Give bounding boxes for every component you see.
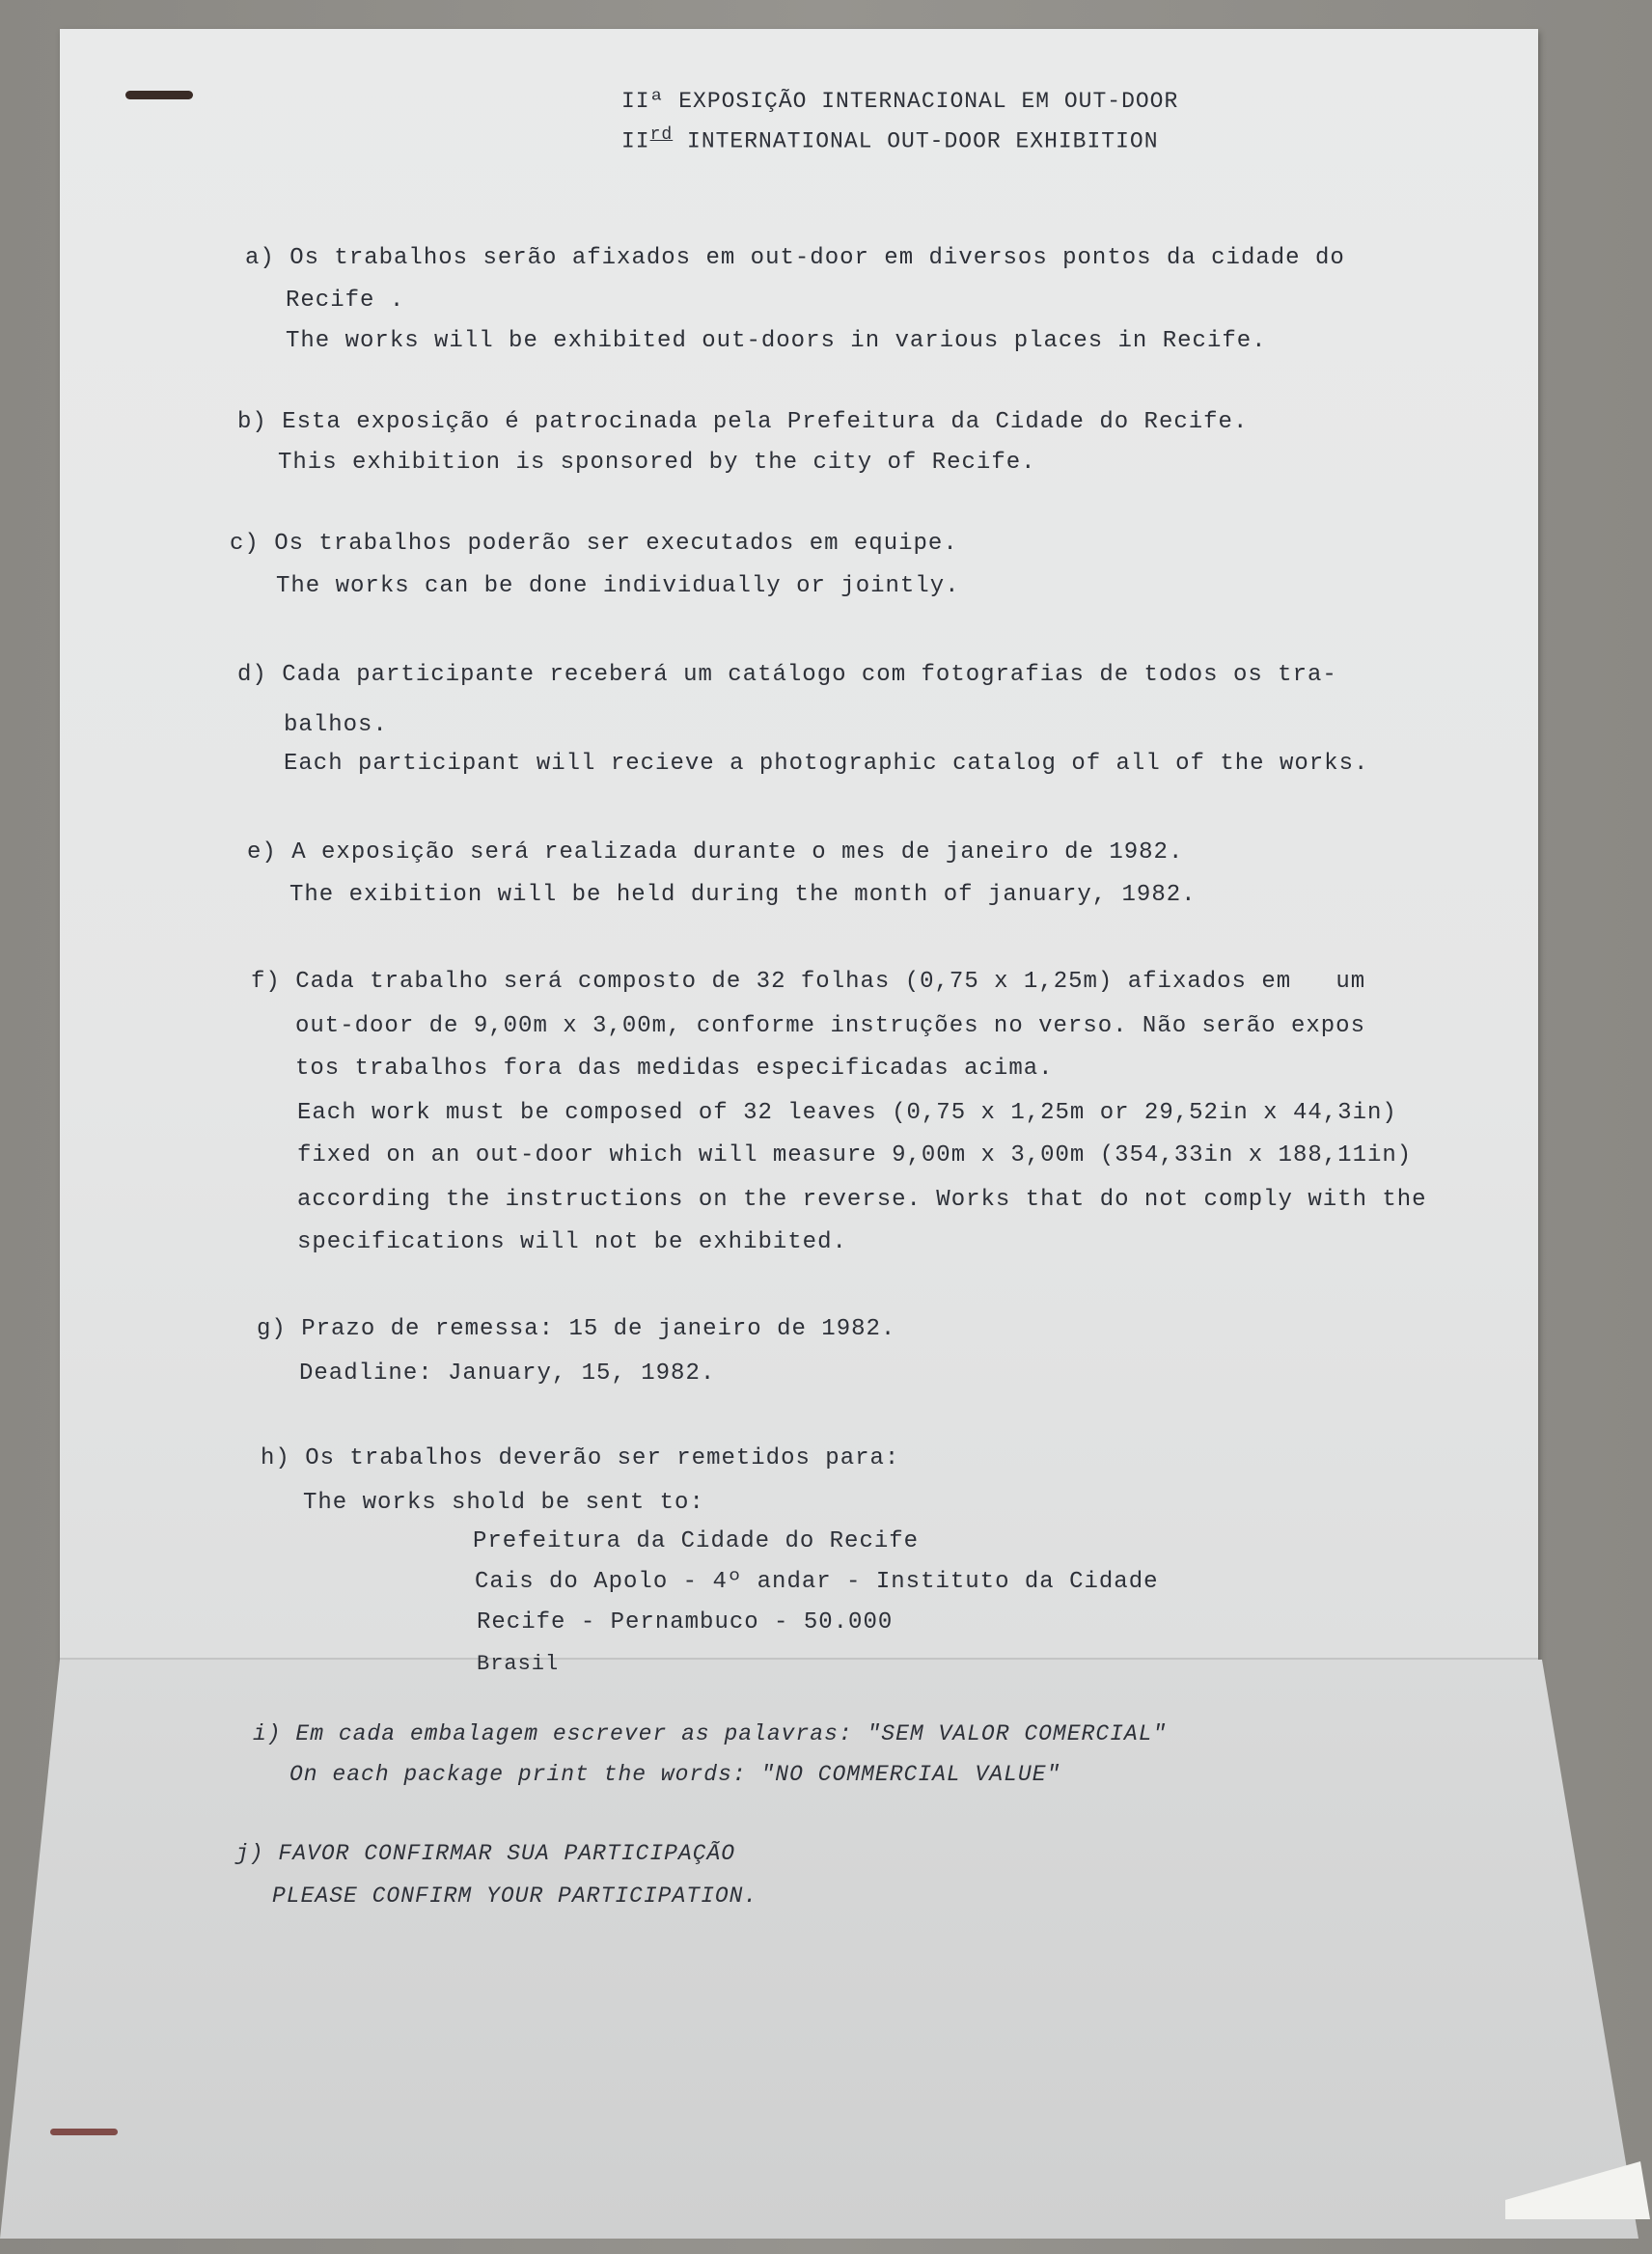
item-i-pt: i) Em cada embalagem escrever as palavras: "SEM VALOR COMERCIAL" (253, 1721, 1168, 1746)
item-d-pt-line2: balhos. (284, 712, 388, 738)
item-a-en: The works will be exhibited out-doors in various places in Recife. (286, 328, 1267, 354)
item-c-en: The works can be done individually or jointly. (276, 573, 960, 599)
fold-line (60, 1658, 1538, 1660)
item-e-pt: e) A exposição será realizada durante o mes de janeiro de 1982. (247, 839, 1184, 866)
item-f-en-line1: Each work must be composed of 32 leaves (0,75 x 1,25m or 29,52in x 44,3in) (297, 1100, 1397, 1126)
address-line3: Recife - Pernambuco - 50.000 (477, 1609, 894, 1636)
item-g-en: Deadline: January, 15, 1982. (299, 1361, 716, 1387)
item-h-en: The works shold be sent to: (303, 1490, 704, 1516)
address-line1: Prefeitura da Cidade do Recife (473, 1528, 920, 1554)
item-f-pt-line3: tos trabalhos fora das medidas especificadas acima. (295, 1056, 1054, 1082)
item-j-pt: j) FAVOR CONFIRMAR SUA PARTICIPAÇÃO (235, 1841, 736, 1866)
ink-mark (50, 2129, 118, 2135)
item-b-en: This exhibition is sponsored by the city of Recife. (278, 450, 1036, 476)
item-f-pt-line2: out-door de 9,00m x 3,00m, conforme instruções no verso. Não serão expos (295, 1013, 1365, 1039)
header-title-pt: IIª EXPOSIÇÃO INTERNACIONAL EM OUT-DOOR (621, 89, 1179, 114)
address-line2: Cais do Apolo - 4º andar - Instituto da Cidade (475, 1569, 1159, 1595)
folded-lower-panel (0, 1660, 1642, 2239)
header-title-en: IIrd INTERNATIONAL OUT-DOOR EXHIBITION (621, 125, 1159, 154)
item-f-en-line2: fixed on an out-door which will measure 9,00m x 3,00m (354,33in x 188,11in) (297, 1142, 1413, 1168)
item-e-en: The exibition will be held during the month of january, 1982. (289, 882, 1197, 908)
item-c-pt: c) Os trabalhos poderão ser executados em equipe. (230, 531, 958, 557)
item-d-pt-line1: d) Cada participante receberá um catálogo com fotografias de todos os tra- (237, 662, 1337, 688)
ink-mark (125, 91, 193, 99)
item-i-en: On each package print the words: "NO COMMERCIAL VALUE" (289, 1762, 1061, 1787)
item-h-pt: h) Os trabalhos deverão ser remetidos para: (261, 1445, 900, 1471)
item-a-pt-line1: a) Os trabalhos serão afixados em out-door em diversos pontos da cidade do (245, 245, 1345, 271)
item-f-pt-line1: f) Cada trabalho será composto de 32 folhas (0,75 x 1,25m) afixados em um (251, 969, 1366, 995)
item-f-en-line3: according the instructions on the reverse. Works that do not comply with the (297, 1187, 1427, 1213)
item-g-pt: g) Prazo de remessa: 15 de janeiro de 1982. (257, 1316, 896, 1342)
item-j-en: PLEASE CONFIRM YOUR PARTICIPATION. (272, 1883, 758, 1909)
item-d-en: Each participant will recieve a photographic catalog of all of the works. (284, 751, 1369, 777)
address-line4: Brasil (477, 1652, 560, 1676)
item-b-pt: b) Esta exposição é patrocinada pela Prefeitura da Cidade do Recife. (237, 409, 1249, 435)
item-f-en-line4: specifications will not be exhibited. (297, 1229, 847, 1255)
item-a-pt-line2: Recife . (286, 288, 405, 314)
